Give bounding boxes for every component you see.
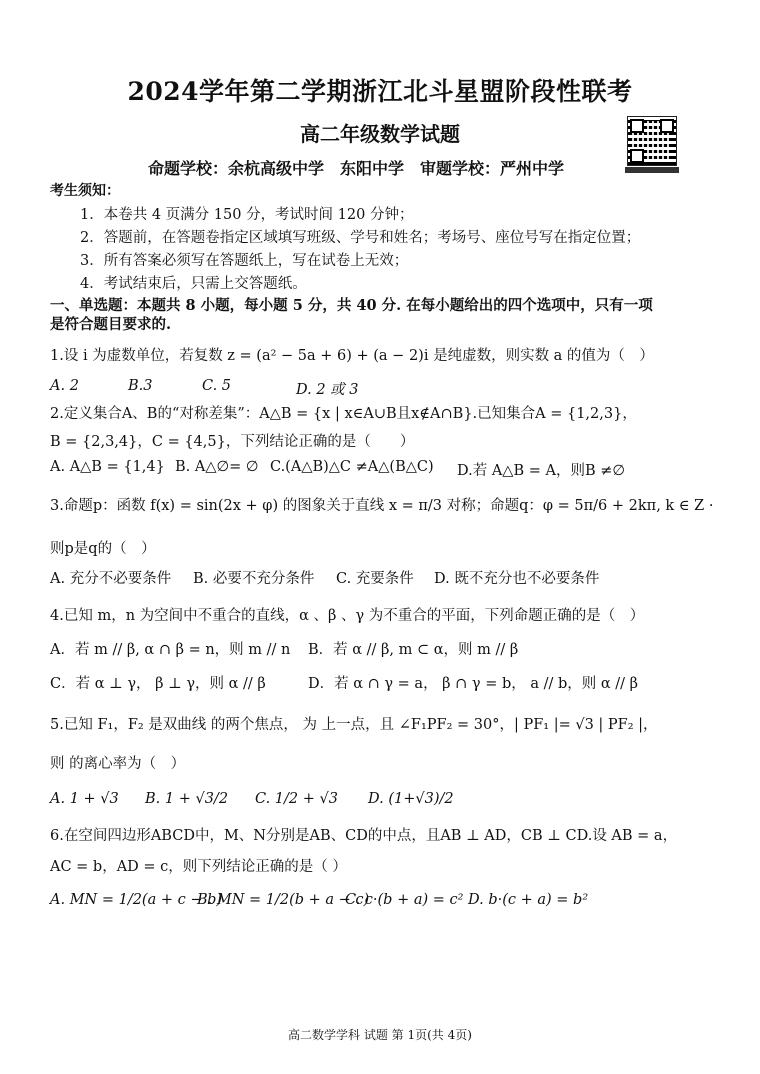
question-4-option-d: D．若 α ∩ γ = a， β ∩ γ = b， a // b，则 α // β xyxy=(308,676,639,692)
question-3-option-a: A. 充分不必要条件 xyxy=(50,571,172,587)
question-1-option-b: B.3 xyxy=(128,378,153,394)
question-3-option-d: D. 既不充分也不必要条件 xyxy=(434,571,600,587)
question-2-option-b: B. A△∅= ∅ xyxy=(175,459,259,475)
notice-heading: 考生须知： xyxy=(50,183,120,199)
question-1-option-a: A. 2 xyxy=(50,378,79,394)
notice-item: 2．答题前，在答题卷指定区域填写班级、学号和姓名；考场号、座位号写在指定位置； xyxy=(80,230,641,246)
question-3-option-b: B. 必要不充分条件 xyxy=(193,571,315,587)
question-4-option-c: C．若 α ⊥ γ， β ⊥ γ，则 α // β xyxy=(50,676,266,692)
question-2-stem: 2.定义集合A、B的“对称差集”：A△B = {x | x∈A∪B且x∉A∩B}.已知集合A = {1,2,3}， xyxy=(50,406,637,422)
question-2-stem-cont: B = {2,3,4}，C = {4,5}，下列结论正确的是（ ） xyxy=(50,434,415,450)
question-4-option-a: A．若 m // β, α ∩ β = n，则 m // n xyxy=(50,642,291,658)
qr-code-icon xyxy=(627,116,677,166)
question-5-option-c: C. 1/2 + √3 xyxy=(255,791,338,807)
question-3-option-c: C. 充要条件 xyxy=(336,571,414,587)
question-3-stem: 3.命题p：函数 f(x) = sin(2x + φ) 的图象关于直线 x = π/3 对称；命题q：φ = 5π/6 + 2kπ, k ∈ Z · xyxy=(50,498,714,514)
question-5-option-a: A. 1 + √3 xyxy=(50,791,119,807)
question-6-stem: 6.在空间四边形ABCD中，M、N分别是AB、CD的中点，且AB ⊥ AD，CB ⊥ CD.设 AB = a， xyxy=(50,828,678,844)
section-heading-cont: 是符合题目要求的. xyxy=(50,316,172,333)
question-5-stem: 5.已知 F₁，F₂ 是双曲线 的两个焦点， 为 上一点，且 ∠F₁PF₂ = 30°，| PF₁ |= √3 | PF₂ |， xyxy=(50,717,658,733)
question-3-stem-cont: 则p是q的（ ） xyxy=(50,541,156,557)
question-6-option-c: C. c·(b + a) = c² xyxy=(345,892,464,908)
school-info: 命题学校：余杭高级中学 东阳中学 审题学校：严州中学 xyxy=(148,159,565,178)
question-5-stem-cont: 则 的离心率为（ ） xyxy=(50,756,186,772)
question-2-option-d: D.若 A△B = A，则B ≠∅ xyxy=(457,463,625,479)
question-2-option-a: A. A△B = {1,4} xyxy=(50,459,165,475)
question-1-option-d: D. 2 或 3 xyxy=(296,382,359,398)
question-6-option-d: D. b·(c + a) = b² xyxy=(468,892,589,908)
qr-caption-logo xyxy=(625,167,679,173)
question-1-stem: 1.设 i 为虚数单位，若复数 z = (a² − 5a + 6) + (a − 2)i 是纯虚数，则实数 a 的值为（ ） xyxy=(50,348,654,364)
exam-title: 2024学年第二学期浙江北斗星盟阶段性联考 xyxy=(127,77,633,106)
question-6-option-a: A. MN = 1/2(a + c − b) xyxy=(50,892,223,908)
question-6-option-b: B. MN = 1/2(b + a − c) xyxy=(197,892,370,908)
question-2-option-c: C.(A△B)△C ≠A△(B△C) xyxy=(270,459,434,475)
question-5-option-b: B. 1 + √3/2 xyxy=(145,791,229,807)
question-1-option-c: C. 5 xyxy=(202,378,232,394)
page-footer: 高二数学学科 试题 第 1页(共 4页) xyxy=(288,1028,472,1042)
question-4-option-b: B．若 α // β, m ⊂ α，则 m // β xyxy=(308,642,519,658)
notice-item: 4．考试结束后，只需上交答题纸。 xyxy=(80,276,307,292)
notice-item: 3．所有答案必须写在答题纸上，写在试卷上无效； xyxy=(80,253,409,269)
notice-item: 1．本卷共 4 页满分 150 分，考试时间 120 分钟； xyxy=(80,207,414,223)
question-6-stem-cont: AC = b，AD = c，则下列结论正确的是（ ） xyxy=(50,859,347,875)
exam-subtitle: 高二年级数学试题 xyxy=(300,122,460,146)
section-heading: 一、单选题：本题共 8 小题，每小题 5 分，共 40 分. 在每小题给出的四个选项中，只有一项 xyxy=(50,297,653,314)
question-5-option-d: D. (1+√3)/2 xyxy=(368,791,454,807)
question-4-stem: 4.已知 m，n 为空间中不重合的直线，α 、β 、γ 为不重合的平面，下列命题正确的是（ ） xyxy=(50,608,645,624)
